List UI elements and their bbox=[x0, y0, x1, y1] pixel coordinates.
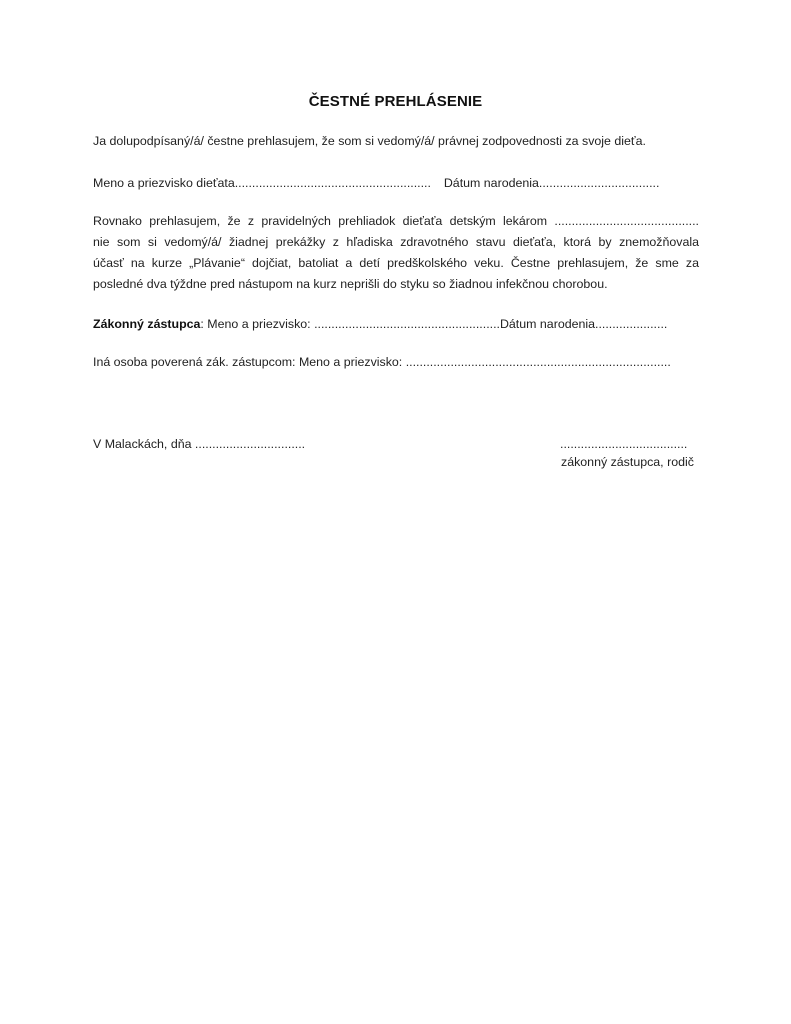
page-title: ČESTNÉ PREHLÁSENIE bbox=[308, 93, 483, 110]
guardian-info-line bbox=[93, 317, 667, 332]
child-birth-field: ................................... bbox=[538, 176, 660, 190]
child-info-line bbox=[93, 176, 659, 191]
declaration-line-2: nie som si vedomý/á/ žiadnej prekážky z hľadiska zdravotného stavu dieťaťa, ktorá by znemožňovala bbox=[93, 235, 699, 249]
place-date-line: V Malackách, dňa ................................ bbox=[93, 437, 306, 451]
guardian-birth-label: Dátum narodenia bbox=[499, 317, 596, 331]
signature-field: ..................................... bbox=[560, 437, 688, 451]
child-name-field: ......................................................... bbox=[234, 176, 431, 190]
declaration-line-3: účasť na kurze „Plávanie“ dojčiat, batoliat a detí predškolského veku. Čestne prehlasujem, že sme za bbox=[93, 256, 699, 270]
other-person-field: ............................................................................. bbox=[405, 355, 671, 369]
other-person-label: Iná osoba poverená zák. zástupcom: Meno a priezvisko: bbox=[93, 355, 406, 369]
signature-caption: zákonný zástupca, rodič bbox=[561, 455, 694, 469]
guardian-birth-field: ..................... bbox=[595, 317, 668, 331]
declaration-line-4: posledné dva týždne pred nástupom na kurz neprišli do styku so žiadnou infekčnou chorobou. bbox=[93, 277, 608, 291]
intro-paragraph: Ja dolupodpísaný/á/ čestne prehlasujem, že som si vedomý/á/ právnej zodpovednosti za svoje dieťa. bbox=[93, 134, 646, 148]
guardian-name-label: : Meno a priezvisko: bbox=[200, 317, 315, 331]
other-person-line bbox=[93, 355, 671, 370]
guardian-name-field: ...................................................... bbox=[314, 317, 500, 331]
declaration-line-1: Rovnako prehlasujem, že z pravidelných prehliadok dieťaťa detským lekárom .......................................... bbox=[93, 214, 699, 228]
child-birth-label: Dátum narodenia bbox=[443, 176, 539, 190]
guardian-label: Zákonný zástupca bbox=[93, 317, 201, 331]
child-name-label: Meno a priezvisko dieťata bbox=[93, 176, 235, 190]
